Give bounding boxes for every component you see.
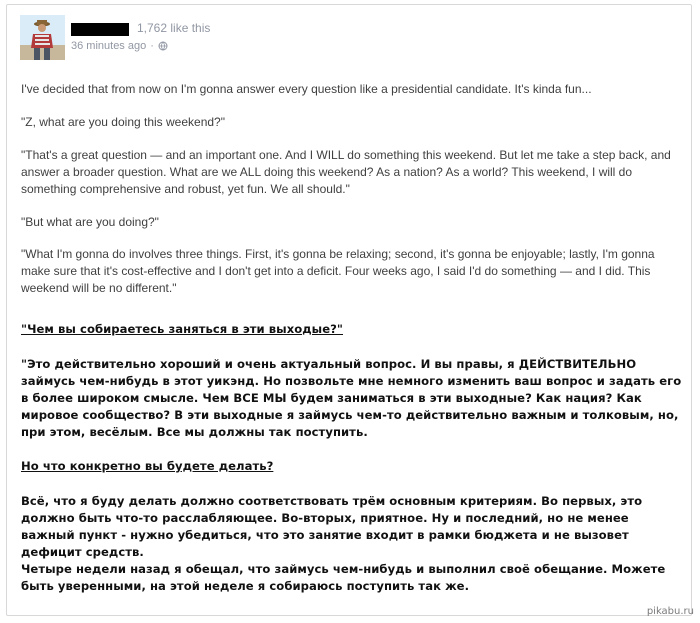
globe-icon[interactable]: [158, 41, 168, 51]
answer-paragraph: "Это действительно хороший и очень актуальный вопрос. И вы правы, я ДЕЙСТВИТЕЛЬНО займусь чем-нибудь в этот уикэнд. Но позвольте мне немного изменить ваш вопрос и задать его в более широком смысле. Чем ВСЕ МЫ будем заниматься в эти выходные? Как нация? Как мировое сообщество? В эти выходные я займусь чем-то действительно важным и толковым, но, при этом, весёлым. Все мы должны так поступить.: [21, 357, 682, 439]
watermark: pikabu.ru: [646, 606, 694, 617]
answer-line: Четыре недели назад я обещал, что займусь чем-нибудь и выполнил своё обещание. Можете быть уверенными, на этой неделе я собираюсь поступить так же.: [21, 562, 666, 593]
post-paragraph: I've decided that from now on I'm gonna answer every question like a presidential candidate. It's kinda fun...: [21, 82, 592, 96]
question-heading: Но что конкретно вы будете делать?: [21, 459, 274, 473]
meta-separator: ·: [150, 40, 154, 52]
russian-translation: [21, 321, 686, 595]
timestamp[interactable]: 36 minutes ago: [71, 40, 147, 52]
post-paragraph: "But what are you doing?": [21, 215, 159, 229]
post-paragraph: "What I'm gonna do involves three things. First, it's gonna be relaxing; second, it's gonna be enjoyable; lastly, I'm gonna make sure that it's cost-effective and I don't get into a deficit. Four weeks ago, I said I'd do something — and I did. This weekend will be no different.": [21, 247, 655, 295]
avatar[interactable]: [20, 15, 65, 60]
post-meta: [71, 40, 168, 52]
redacted-name: [71, 23, 129, 36]
person-photo: [20, 15, 65, 60]
post-paragraph: "Z, what are you doing this weekend?": [21, 115, 225, 129]
post-body-english: [21, 81, 676, 313]
post-paragraph: "That's a great question — and an important one. And I WILL do something this weekend. But let me take a step back, and answer a broader question. What are we ALL doing this weekend? As a nation? As a world? This weekend, I will do something comprehensive and robust, yet fun. We all should.": [21, 148, 671, 196]
like-count[interactable]: 1,762 like this: [137, 21, 211, 35]
facebook-post-card: [6, 4, 692, 616]
answer-paragraph: [21, 493, 686, 595]
answer-line: Всё, что я буду делать должно соответствовать трём основным критериям. Во первых, это должно быть что-то расслабляющее. Во-вторых, приятное. Ну и последний, но не менее важный пункт - нужно убедиться, что это занятие входит в рамки бюджета и не вызовет дефицит средств.: [21, 494, 643, 559]
question-heading: "Чем вы собираетесь заняться в эти выходые?": [21, 322, 343, 336]
